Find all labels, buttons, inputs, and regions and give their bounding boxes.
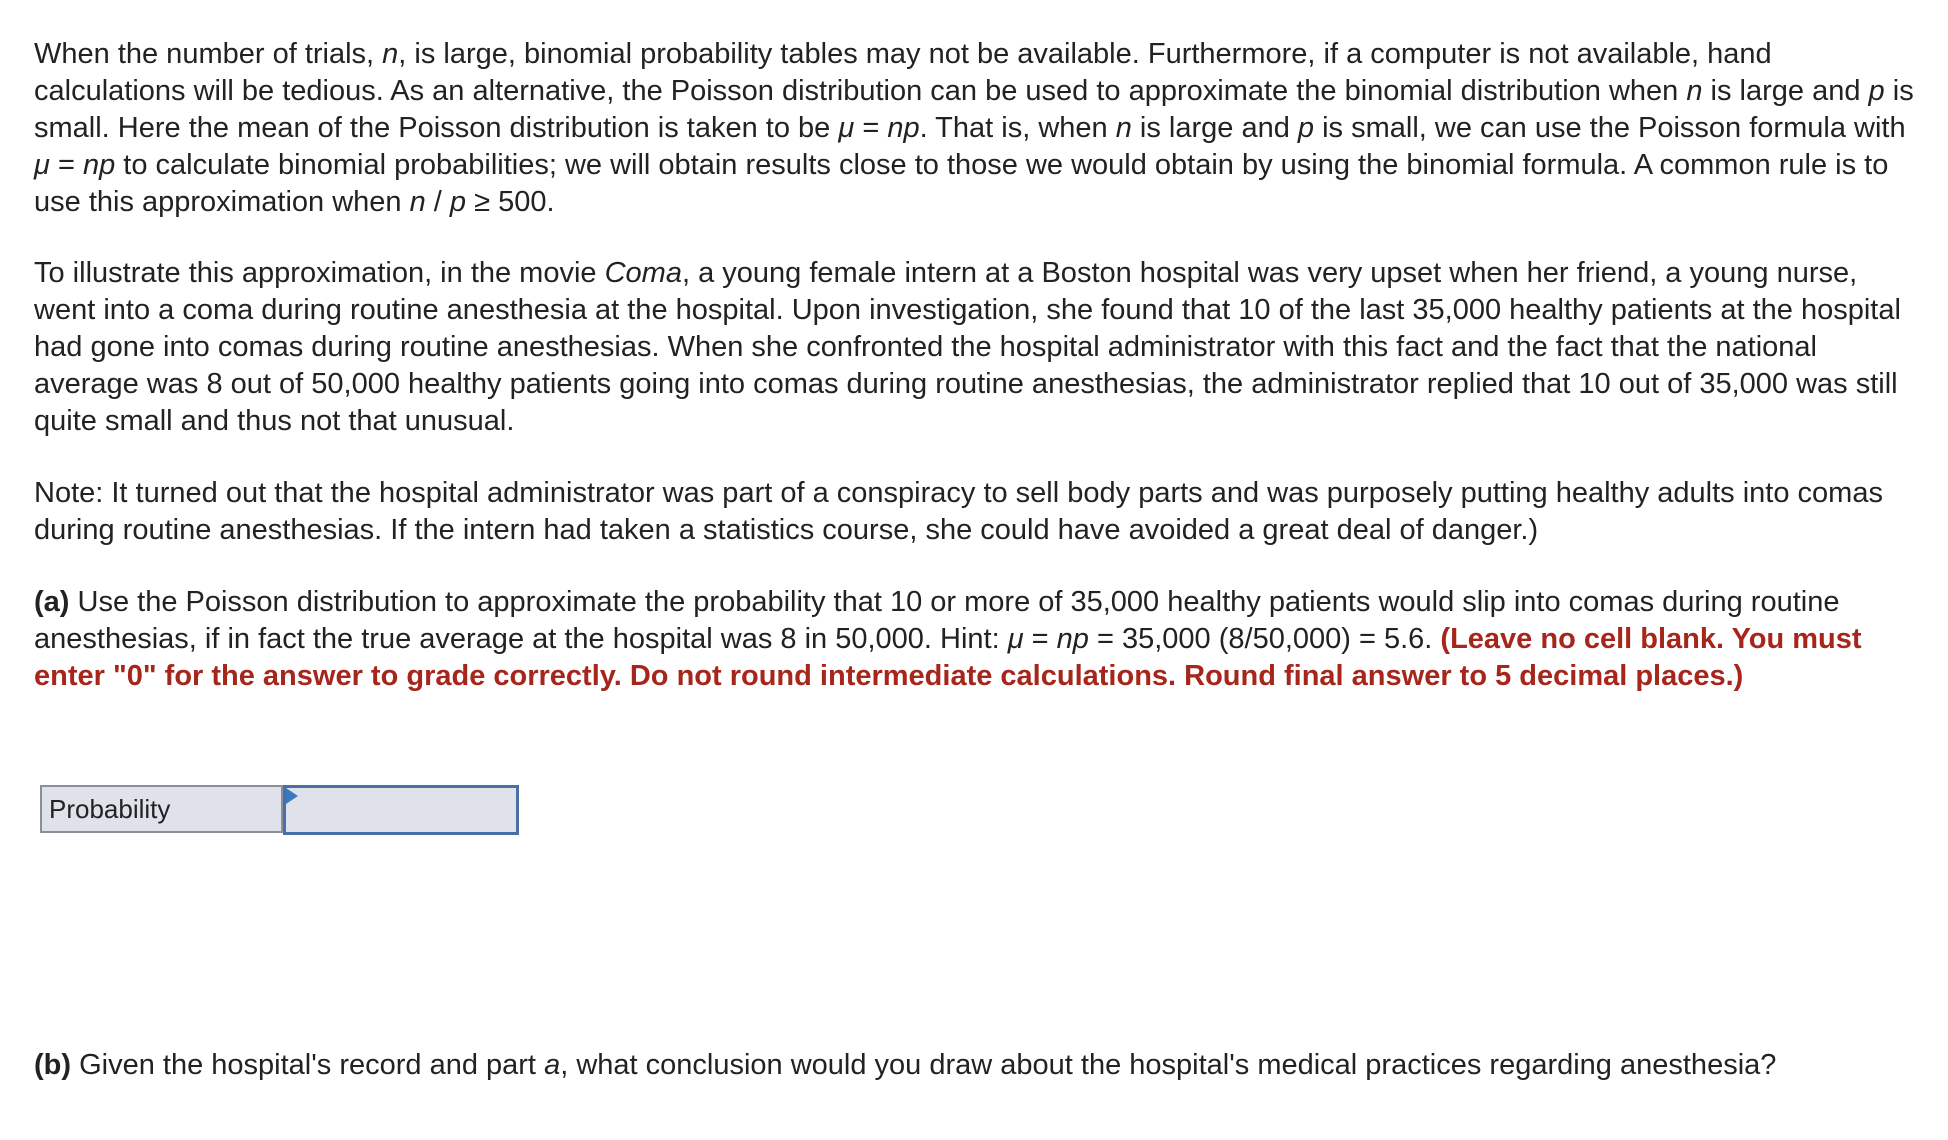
illustration-paragraph: To illustrate this approximation, in the movie Coma, a young female intern at a Boston hospital was very upset when her friend, a young nurse, went into a coma during routine anesthesia at the hospital. Upon investigation, she found that 10 of the last 35,000 healthy patients at the hospital had gone into comas during routine anesthesias. When she confronted the hospital administrator with this fact and the fact that the national average was 8 out of 50,000 healthy patients going into comas during routine anesthesias, the administrator replied that 10 out of 35,000 was still quite small and thus not that unusual. bbox=[34, 257, 1901, 437]
part-a-question: (a) Use the Poisson distribution to approximate the probability that 10 or more of 35,000 healthy patients would slip into comas during routine anesthesias, if in fact the true average at the hospital was 8 in 50,000. Hint: μ = np = 35,000 (8/50,000) = 5.6. (Leave no cell blank. You must enter "0" for the answer to grade correctly. Do not round intermediate calculations. Round final answer to 5 decimal places.) bbox=[34, 586, 1862, 692]
probability-label: Probability bbox=[40, 785, 283, 833]
part-b-label: (b) bbox=[34, 1049, 72, 1081]
intro-paragraph: When the number of trials, n, is large, binomial probability tables may not be available. Furthermore, if a computer is not available, hand calculations will be tedious. As an alternative, the Poisson distribution can be used to approximate the binomial distribution when n is large and p is small. Here the mean of the Poisson distribution is taken to be μ = np. That is, when n is large and p is small, we can use the Poisson formula with μ = np to calculate binomial probabilities; we will obtain results close to those we would obtain by using the binomial formula. A common rule is to use this approximation when n / p ≥ 500. bbox=[34, 38, 1914, 218]
probability-cell[interactable] bbox=[283, 785, 519, 835]
part-a-label: (a) bbox=[34, 586, 70, 618]
note-paragraph: Note: It turned out that the hospital administrator was part of a conspiracy to sell body parts and was purposely putting healthy adults into comas during routine anesthesias. If the intern had taken a statistics course, she could have avoided a great deal of danger.) bbox=[34, 477, 1883, 546]
probability-input[interactable] bbox=[286, 788, 516, 832]
part-a-instruction: (Leave no cell blank. You must enter "0" for the answer to grade correctly. Do not round intermediate calculations. Round final answer to 5 decimal places.) bbox=[34, 623, 1862, 692]
cell-flag-icon bbox=[286, 788, 298, 804]
question-body bbox=[34, 36, 1924, 695]
answer-table bbox=[40, 785, 519, 833]
part-b-section bbox=[34, 1047, 1924, 1084]
part-b-question: (b) Given the hospital's record and part a, what conclusion would you draw about the hospital's medical practices regarding anesthesia? bbox=[34, 1049, 1777, 1081]
